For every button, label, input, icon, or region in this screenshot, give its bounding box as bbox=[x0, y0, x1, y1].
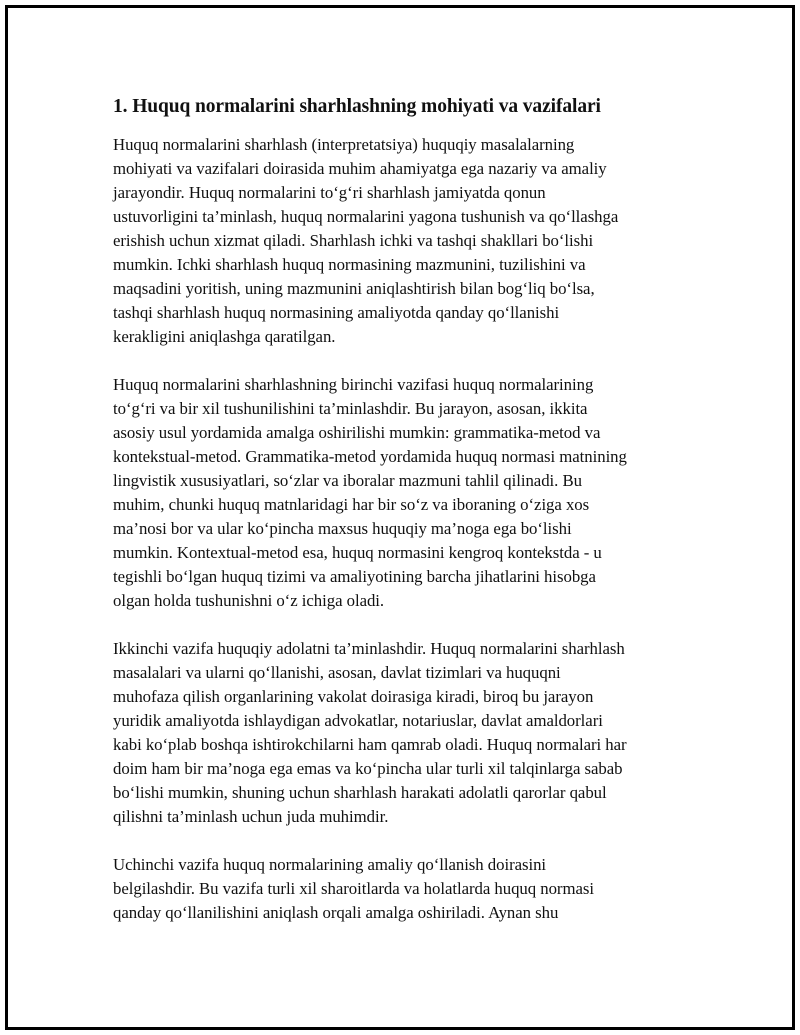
text-line: maqsadini yoritish, uning mazmunini aniqlashtirish bilan bog‘liq bo‘lsa, bbox=[113, 279, 595, 298]
text-line: Huquq normalarini sharhlash (interpretatsiya) huquqiy masalalarning bbox=[113, 135, 575, 154]
text-line: kabi ko‘plab boshqa ishtirokchilarni ham qamrab oladi. Huquq normalari har bbox=[113, 735, 627, 754]
section-heading: 1. Huquq normalarini sharhlashning mohiyati va vazifalari bbox=[113, 96, 601, 117]
text-line: mumkin. Ichki sharhlash huquq normasining mazmunini, tuzilishini va bbox=[113, 255, 586, 274]
text-line: ma’nosi bor va ular ko‘pincha maxsus huquqiy ma’noga ega bo‘lishi bbox=[113, 519, 572, 538]
text-line: Huquq normalarini sharhlashning birinchi vazifasi huquq normalarining bbox=[113, 375, 594, 394]
text-line: doim ham bir ma’noga ega emas va ko‘pincha ular turli xil talqinlarga sabab bbox=[113, 759, 623, 778]
text-line: qilishni ta’minlash uchun juda muhimdir. bbox=[113, 807, 389, 826]
body-paragraph bbox=[113, 373, 693, 613]
text-line: kerakligini aniqlashga qaratilgan. bbox=[113, 327, 336, 346]
text-line: tegishli bo‘lgan huquq tizimi va amaliyotining barcha jihatlarini hisobga bbox=[113, 567, 596, 586]
text-line: qanday qo‘llanilishini aniqlash orqali amalga oshiriladi. Aynan shu bbox=[113, 903, 559, 922]
text-line: tashqi sharhlash huquq normasining amaliyotda qanday qo‘llanishi bbox=[113, 303, 560, 322]
text-line: olgan holda tushunishni o‘z ichiga oladi. bbox=[113, 591, 385, 610]
text-line: ustuvorligini ta’minlash, huquq normalarini yagona tushunish va qo‘llashga bbox=[113, 207, 619, 226]
text-line: jarayondir. Huquq normalarini to‘g‘ri sharhlash jamiyatda qonun bbox=[113, 183, 546, 202]
text-line: lingvistik xususiyatlari, so‘zlar va iboralar mazmuni tahlil qilinadi. Bu bbox=[113, 471, 582, 490]
text-line: asosiy usul yordamida amalga oshirilishi mumkin: grammatika-metod va bbox=[113, 423, 601, 442]
text-line: mumkin. Kontextual-metod esa, huquq normasini kengroq kontekstda - u bbox=[113, 543, 602, 562]
body-paragraph bbox=[113, 637, 693, 829]
text-line: to‘g‘ri va bir xil tushunilishini ta’minlashdir. Bu jarayon, asosan, ikkita bbox=[113, 399, 588, 418]
body-paragraph bbox=[113, 133, 693, 349]
text-line: bo‘lishi mumkin, shuning uchun sharhlash harakati adolatli qarorlar qabul bbox=[113, 783, 607, 802]
text-line: yuridik amaliyotda ishlaydigan advokatlar, notariuslar, davlat amaldorlari bbox=[113, 711, 603, 730]
text-line: kontekstual-metod. Grammatika-metod yordamida huquq normasi matnining bbox=[113, 447, 627, 466]
text-line: Ikkinchi vazifa huquqiy adolatni ta’minlashdir. Huquq normalarini sharhlash bbox=[113, 639, 625, 658]
text-line: erishish uchun xizmat qiladi. Sharhlash ichki va tashqi shakllari bo‘lishi bbox=[113, 231, 594, 250]
text-line: mohiyati va vazifalari doirasida muhim ahamiyatga ega nazariy va amaliy bbox=[113, 159, 607, 178]
text-line: muhofaza qilish organlarining vakolat doirasiga kiradi, biroq bu jarayon bbox=[113, 687, 594, 706]
text-line: muhim, chunki huquq matnlaridagi har bir so‘z va iboraning o‘ziga xos bbox=[113, 495, 590, 514]
body-paragraph bbox=[113, 853, 693, 925]
paragraph-container bbox=[113, 133, 693, 925]
document-body bbox=[113, 93, 693, 949]
text-line: belgilashdir. Bu vazifa turli xil sharoitlarda va holatlarda huquq normasi bbox=[113, 879, 594, 898]
text-line: Uchinchi vazifa huquq normalarining amaliy qo‘llanish doirasini bbox=[113, 855, 547, 874]
text-line: masalalari va ularni qo‘llanishi, asosan, davlat tizimlari va huquqni bbox=[113, 663, 561, 682]
